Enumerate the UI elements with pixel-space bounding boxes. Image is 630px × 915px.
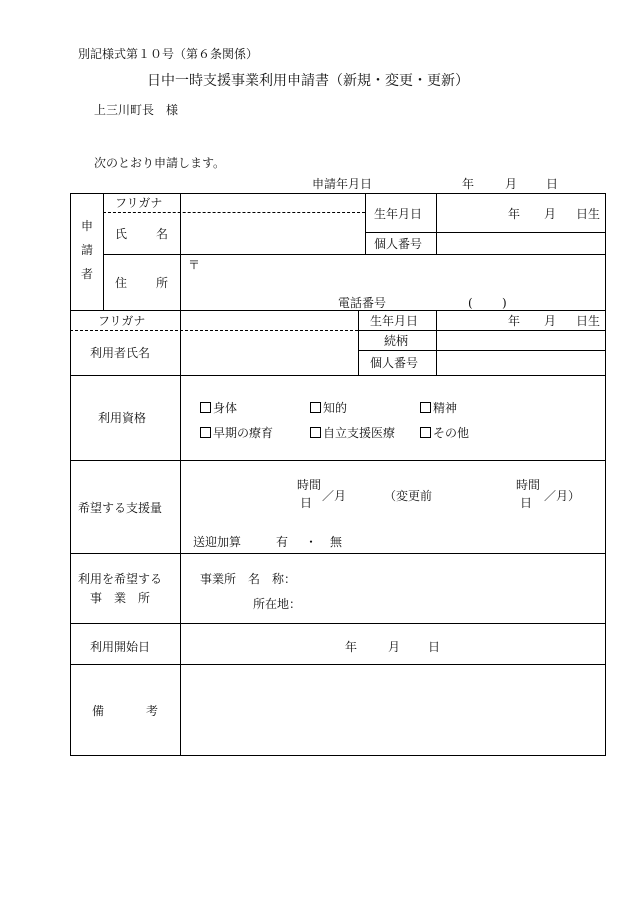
facility-name-label: 事業所 名 称： <box>200 572 297 586</box>
transport-label: 送迎加算 <box>193 535 242 549</box>
checkbox-support-medical <box>310 427 321 438</box>
form-title: 日中一時支援事業利用申請書（新規・変更・更新） <box>147 73 469 89</box>
checkbox-physical <box>200 402 211 413</box>
start-date-month: 月 <box>388 640 401 654</box>
facility-location-label: 所在地： <box>253 597 302 611</box>
support-day: 日 <box>300 496 313 510</box>
facility-label-line1: 利用を希望する <box>78 572 163 586</box>
transport-yes[interactable]: 有 <box>276 535 289 549</box>
application-date-label: 申請年月日 <box>312 177 373 191</box>
eligibility-option-intellectual[interactable]: 知的 <box>310 401 347 415</box>
eligibility-option-other[interactable]: その他 <box>420 426 469 440</box>
support-amount-label: 希望する支援量 <box>78 501 163 515</box>
applicant-section-label: 申 請 者 <box>80 219 93 281</box>
phone-paren-close: ) <box>502 296 507 310</box>
form-number: 別記様式第１０号（第６条関係） <box>78 47 259 61</box>
applicant-address-label-b: 所 <box>156 276 169 290</box>
relationship-label: 続柄 <box>384 334 409 348</box>
support-per-month: ／月 <box>322 489 347 503</box>
applicant-furigana-label: フリガナ <box>115 196 163 210</box>
user-name-label: 利用者氏名 <box>90 346 151 360</box>
checkbox-mental <box>420 402 431 413</box>
eligibility-option-support-medical[interactable]: 自立支援医療 <box>310 426 395 440</box>
applicant-name-label-a: 氏 <box>115 227 128 241</box>
before-change-per-month: ／月） <box>544 489 581 503</box>
intro-text: 次のとおり申請します。 <box>94 156 226 170</box>
user-birthdate-day: 日生 <box>576 314 601 328</box>
postal-mark: 〒 <box>188 258 201 272</box>
before-change-day: 日 <box>520 496 533 510</box>
checkbox-other <box>420 427 431 438</box>
eligibility-option-physical[interactable]: 身体 <box>200 401 237 415</box>
user-id-number-label: 個人番号 <box>370 356 419 370</box>
applicant-birthdate-year: 年 <box>508 207 521 221</box>
applicant-address-label-a: 住 <box>115 276 128 290</box>
before-change-label: （変更前 <box>384 489 433 503</box>
eligibility-label: 利用資格 <box>98 411 147 425</box>
start-date-label: 利用開始日 <box>90 640 151 654</box>
transport-no[interactable]: 無 <box>330 535 343 549</box>
addressee: 上三川町長 様 <box>94 103 179 117</box>
before-change-hours: 時間 <box>516 478 541 492</box>
applicant-name-label-b: 名 <box>156 227 169 241</box>
transport-dot: ・ <box>305 535 318 549</box>
eligibility-option-mental[interactable]: 精神 <box>420 401 457 415</box>
facility-label-line2: 事 業 所 <box>90 591 151 605</box>
checkbox-intellectual <box>310 402 321 413</box>
remarks-label-a: 備 <box>92 704 105 718</box>
applicant-birthdate-label: 生年月日 <box>374 207 423 221</box>
eligibility-option-early-care[interactable]: 早期の療育 <box>200 426 273 440</box>
user-birthdate-year: 年 <box>508 314 521 328</box>
user-furigana-label: フリガナ <box>98 314 146 328</box>
phone-paren-open: ( <box>468 296 473 310</box>
user-birthdate-month: 月 <box>544 314 557 328</box>
applicant-birthdate-month: 月 <box>544 207 557 221</box>
support-hours: 時間 <box>297 478 322 492</box>
application-date-year: 年 <box>462 177 475 191</box>
start-date-year: 年 <box>345 640 358 654</box>
user-birthdate-label: 生年月日 <box>370 314 419 328</box>
application-date-day: 日 <box>546 177 559 191</box>
applicant-birthdate-day: 日生 <box>576 207 601 221</box>
application-date-month: 月 <box>505 177 518 191</box>
remarks-label-b: 考 <box>146 704 159 718</box>
start-date-day: 日 <box>428 640 441 654</box>
applicant-id-number-label: 個人番号 <box>374 237 423 251</box>
phone-label: 電話番号 <box>338 296 387 310</box>
checkbox-early-care <box>200 427 211 438</box>
